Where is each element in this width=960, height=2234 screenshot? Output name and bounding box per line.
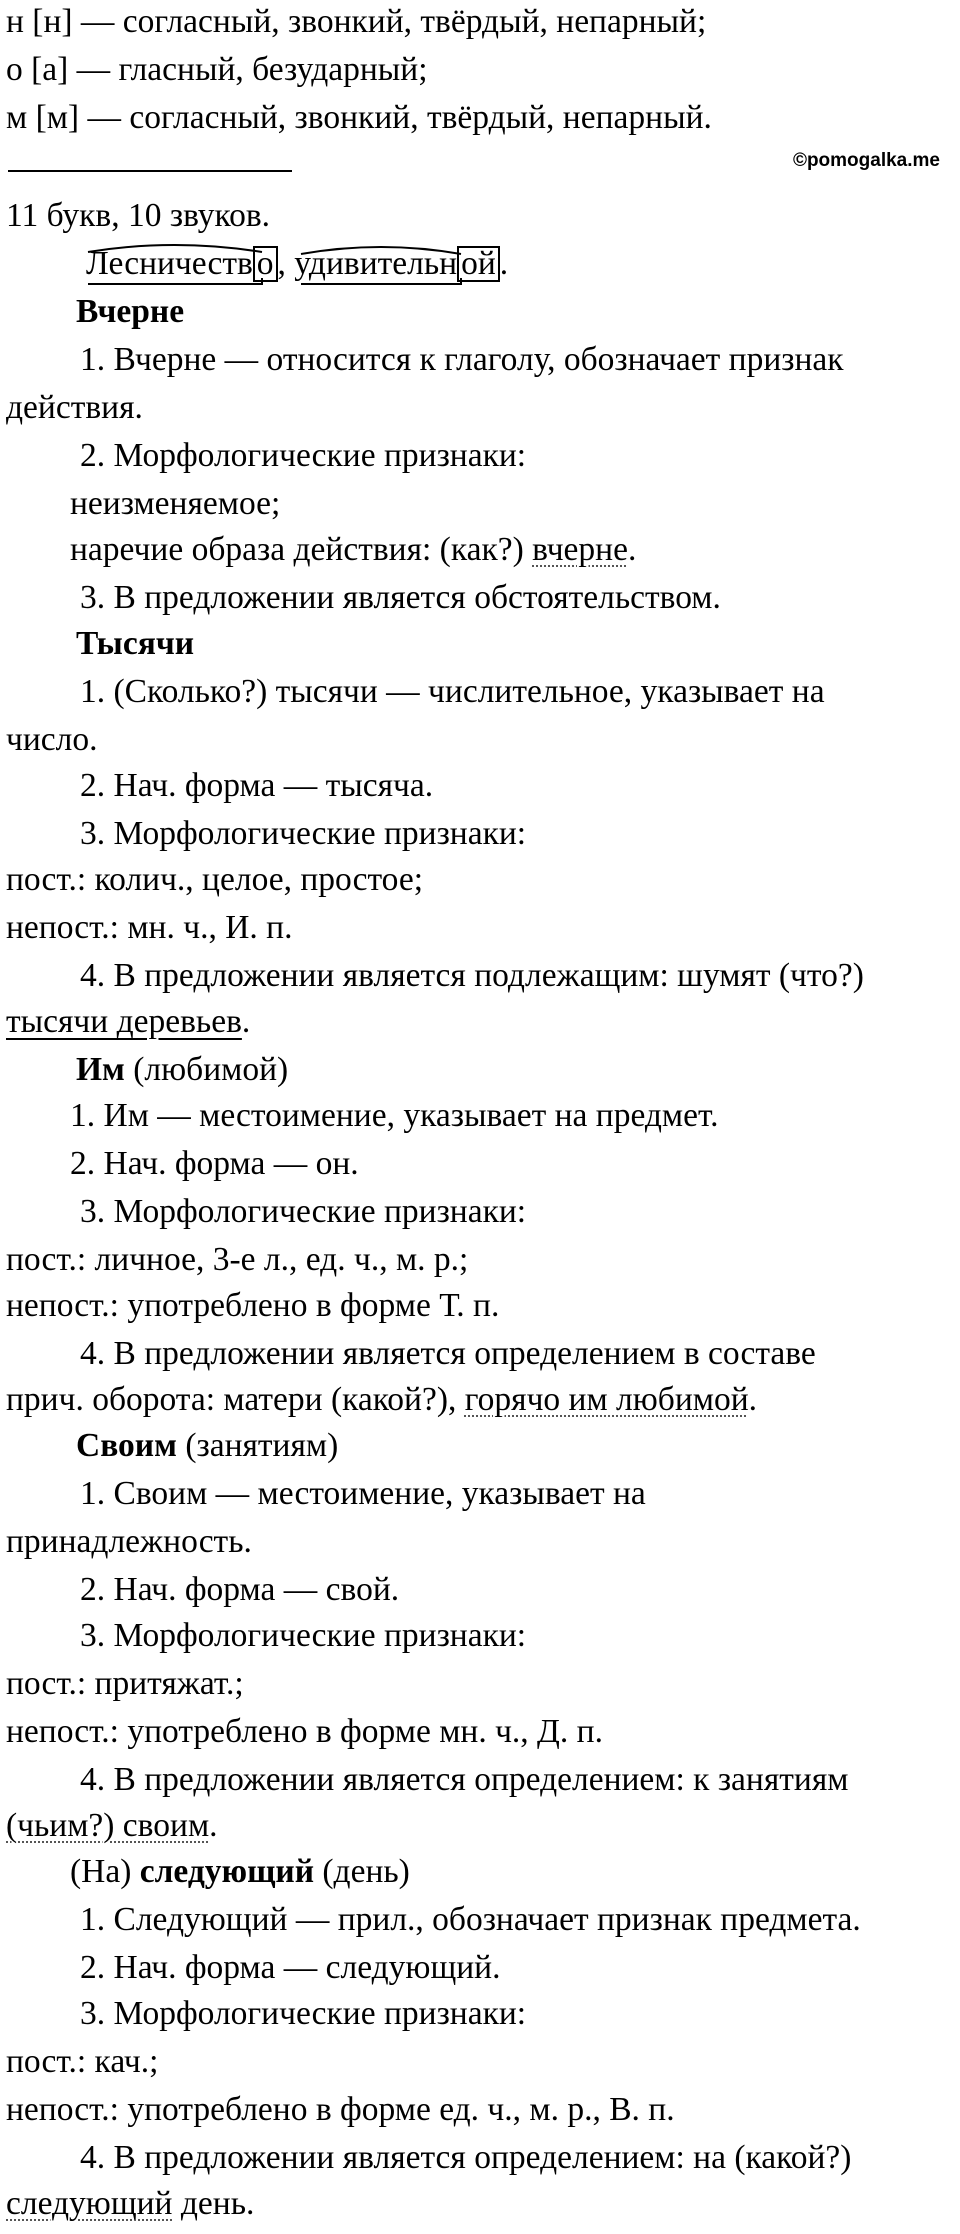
- morpheme-analysis: [86, 244, 508, 284]
- phonetic-line-n: н [н] — согласный, звонкий, твёрдый, непарный;: [6, 3, 707, 40]
- svoim-nonconst: непост.: употреблено в форме мн. ч., Д. п.: [6, 1713, 603, 1750]
- sleduyushchiy-point-2: 2. Нач. форма — следующий.: [80, 1949, 501, 1986]
- sleduyushchiy-point-4-cont: [6, 2184, 254, 2224]
- sleduyushchiy-word-marked: следующий: [6, 2185, 173, 2222]
- phonetic-line-o: о [а] — гласный, безударный;: [6, 51, 428, 88]
- heading-sleduyushchiy-word: следующий: [139, 1853, 315, 1890]
- vcherne-feature-b-end: .: [627, 531, 637, 568]
- sleduyushchiy-point-1: 1. Следующий — прил., обозначает признак предмета.: [80, 1901, 861, 1938]
- letters-sounds-summary: 11 букв, 10 звуков.: [6, 197, 271, 234]
- svoim-phrase-marked: (чьим?) своим: [6, 1807, 210, 1844]
- vcherne-point-2: 2. Морфологические признаки:: [80, 437, 527, 474]
- im-point-4-end: .: [748, 1381, 758, 1418]
- vcherne-word-marked: вчерне: [532, 531, 628, 568]
- im-point-3: 3. Морфологические признаки:: [80, 1193, 527, 1230]
- heading-im-word: Им: [76, 1051, 125, 1088]
- tysyachi-point-1: 1. (Сколько?) тысячи — числительное, указывает на: [80, 673, 825, 710]
- sleduyushchiy-point-4-end: день.: [172, 2185, 255, 2222]
- tysyachi-subject-marked: тысячи деревьев: [6, 1003, 242, 1040]
- word2-ending-box: ой: [457, 246, 500, 282]
- sleduyushchiy-point-3: 3. Морфологические признаки:: [80, 1995, 527, 2032]
- heading-vcherne: Вчерне: [76, 293, 185, 330]
- svoim-point-1-cont: принадлежность.: [6, 1523, 252, 1560]
- im-point-2: 2. Нач. форма — он.: [70, 1145, 359, 1182]
- svoim-point-1: 1. Своим — местоимение, указывает на: [80, 1475, 646, 1512]
- word1-stem: Лесничеств: [86, 245, 253, 282]
- heading-im: [76, 1050, 288, 1090]
- phonetic-line-m: м [м] — согласный, звонкий, твёрдый, непарный.: [6, 99, 712, 136]
- vcherne-feature-a: неизменяемое;: [70, 485, 281, 522]
- divider-rule: [8, 170, 292, 172]
- im-const: пост.: личное, 3-е л., ед. ч., м. р.;: [6, 1241, 469, 1278]
- heading-svoim-note: (занятиям): [176, 1427, 339, 1464]
- im-nonconst: непост.: употреблено в форме Т. п.: [6, 1287, 500, 1324]
- heading-tysyachi: Тысячи: [76, 625, 195, 662]
- tysyachi-point-4: 4. В предложении является подлежащим: шумят (что?): [80, 957, 864, 994]
- heading-svoim: [76, 1426, 338, 1466]
- vcherne-point-1-cont: действия.: [6, 389, 143, 426]
- heading-im-note: (любимой): [124, 1051, 289, 1088]
- svoim-const: пост.: притяжат.;: [6, 1665, 244, 1702]
- tysyachi-point-1-cont: число.: [6, 721, 98, 758]
- tysyachi-const: пост.: колич., целое, простое;: [6, 861, 424, 898]
- tysyachi-point-4-cont: [6, 1002, 250, 1042]
- morpheme-end: .: [499, 245, 509, 282]
- im-point-4-text: прич. оборота: матери (какой?),: [6, 1381, 465, 1418]
- im-point-4: 4. В предложении является определением в составе: [80, 1335, 816, 1372]
- im-point-4-cont: [6, 1380, 757, 1420]
- tysyachi-point-4-end: .: [241, 1003, 251, 1040]
- heading-svoim-word: Своим: [76, 1427, 177, 1464]
- heading-sleduyushchiy: [70, 1852, 410, 1892]
- vcherne-point-1: 1. Вчерне — относится к глаголу, обозначает признак: [80, 341, 844, 378]
- vcherne-feature-b: [70, 530, 636, 570]
- heading-sleduyushchiy-pre: (На): [70, 1853, 140, 1890]
- sleduyushchiy-point-4: 4. В предложении является определением: на (какой?): [80, 2139, 852, 2176]
- word2-stem: удивительн: [294, 245, 458, 282]
- vcherne-feature-b-text: наречие образа действия: (как?): [70, 531, 533, 568]
- svoim-point-2: 2. Нач. форма — свой.: [80, 1571, 400, 1608]
- morpheme-separator: ,: [277, 245, 286, 282]
- sleduyushchiy-nonconst: непост.: употреблено в форме ед. ч., м. р., В. п.: [6, 2091, 675, 2128]
- tysyachi-point-3: 3. Морфологические признаки:: [80, 815, 527, 852]
- svoim-point-3: 3. Морфологические признаки:: [80, 1617, 527, 1654]
- im-phrase-marked: горячо им любимой: [464, 1381, 749, 1418]
- watermark: ©pomogalka.me: [792, 150, 940, 171]
- svoim-point-4: 4. В предложении является определением: к занятиям: [80, 1761, 849, 1798]
- im-point-1: 1. Им — местоимение, указывает на предмет.: [70, 1097, 719, 1134]
- heading-sleduyushchiy-post: (день): [314, 1853, 410, 1890]
- svoim-point-4-end: .: [209, 1807, 218, 1844]
- tysyachi-nonconst: непост.: мн. ч., И. п.: [6, 909, 293, 946]
- tysyachi-point-2: 2. Нач. форма — тысяча.: [80, 767, 434, 804]
- svoim-point-4-cont: [6, 1806, 218, 1846]
- word1-ending-box: о: [253, 246, 278, 282]
- vcherne-point-3: 3. В предложении является обстоятельством.: [80, 579, 721, 616]
- sleduyushchiy-const: пост.: кач.;: [6, 2043, 159, 2080]
